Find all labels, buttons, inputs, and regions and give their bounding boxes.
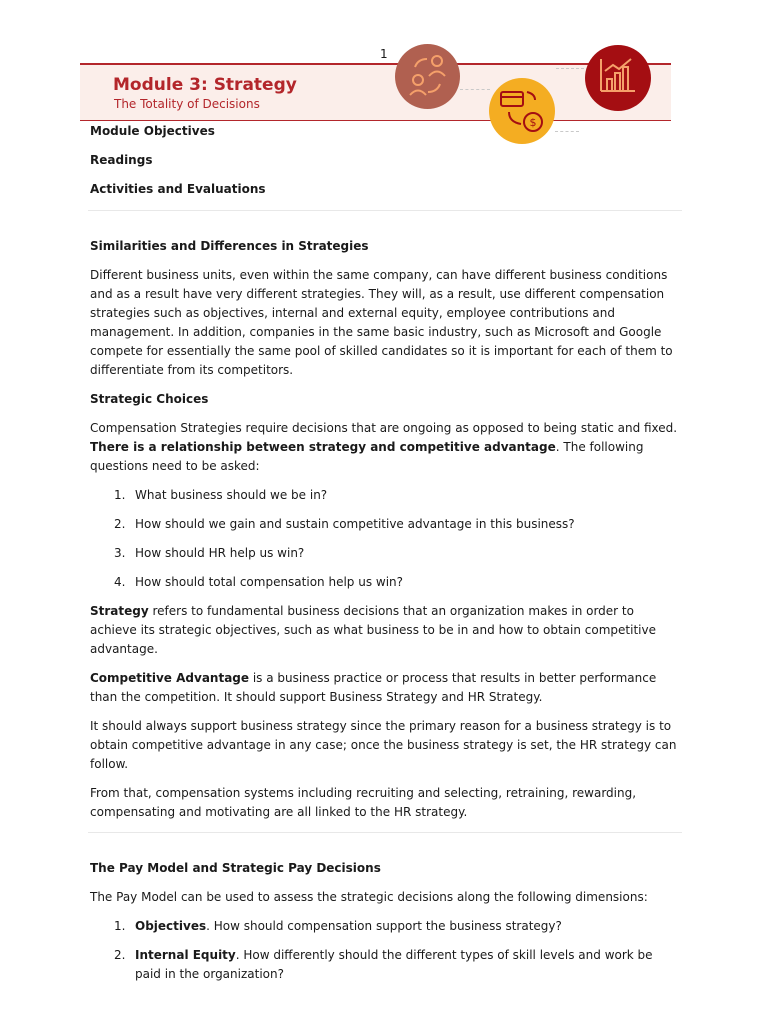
section-divider bbox=[88, 210, 682, 211]
dimensions-list bbox=[90, 917, 680, 984]
module-banner bbox=[80, 63, 671, 121]
list-item: 3. How should HR help us win? bbox=[114, 546, 305, 560]
list-item: 1. Objectives. How should compensation support the business strategy? bbox=[114, 919, 562, 933]
list-item: 4. How should total compensation help us win? bbox=[114, 575, 404, 589]
page-number: 1 bbox=[380, 47, 388, 61]
activities-evaluations-link[interactable]: Activities and Evaluations bbox=[90, 182, 266, 196]
list-item: 2. Internal Equity. How differently should the different types of skill levels and work be paid in the organization? bbox=[114, 948, 653, 981]
module-subtitle: The Totality of Decisions bbox=[114, 97, 260, 111]
module-objectives-link[interactable]: Module Objectives bbox=[90, 124, 215, 138]
paragraph: Compensation Strategies require decisions that are ongoing as opposed to being static and fixed. There is a relationship between strategy and competitive advantage. The following questions need to be asked: bbox=[90, 421, 678, 473]
module-title: Module 3: Strategy bbox=[113, 75, 297, 95]
paragraph: Different business units, even within the same company, can have different business conditions and as a result have very different strategies. They will, as a result, use different compensation strategies such as objectives, internal and external equity, employee contributions and management. In addition, companies in the same basic industry, such as Microsoft and Google compete for essentially the same pool of skilled candidates so it is important for each of them to differentiate from its competitors. bbox=[90, 268, 673, 377]
dashed-connector bbox=[460, 89, 490, 90]
list-item: 1. What business should we be in? bbox=[114, 488, 328, 502]
section-heading: The Pay Model and Strategic Pay Decisions bbox=[90, 861, 381, 875]
section-divider bbox=[88, 832, 682, 833]
strategy-definition: Strategy refers to fundamental business decisions that an organization makes in order to achieve its strategic objectives, such as what business to be in and how to obtain competitive advantage. bbox=[90, 604, 656, 656]
section-heading: Similarities and Differences in Strategies bbox=[90, 239, 369, 253]
questions-list bbox=[90, 486, 680, 592]
subheading: Strategic Choices bbox=[90, 392, 209, 406]
people-exchange-icon bbox=[395, 44, 460, 109]
list-item: 2. How should we gain and sustain competitive advantage in this business? bbox=[114, 517, 575, 531]
document-body bbox=[90, 122, 680, 994]
bar-chart-icon bbox=[585, 45, 651, 111]
competitive-advantage-definition: Competitive Advantage is a business practice or process that results in better performance than the competition. It should support Business Strategy and HR Strategy. bbox=[90, 671, 657, 704]
svg-text:$: $ bbox=[529, 116, 537, 129]
paragraph: The Pay Model can be used to assess the strategic decisions along the following dimensions: bbox=[90, 890, 648, 904]
paragraph: It should always support business strategy since the primary reason for a business strategy is to obtain competitive advantage in any case; once the business strategy is set, the HR strategy can follow. bbox=[90, 719, 677, 771]
dashed-connector bbox=[556, 68, 584, 69]
readings-link[interactable]: Readings bbox=[90, 153, 153, 167]
paragraph: From that, compensation systems including recruiting and selecting, retraining, rewarding, compensating and motivating are all linked to the HR strategy. bbox=[90, 786, 637, 819]
